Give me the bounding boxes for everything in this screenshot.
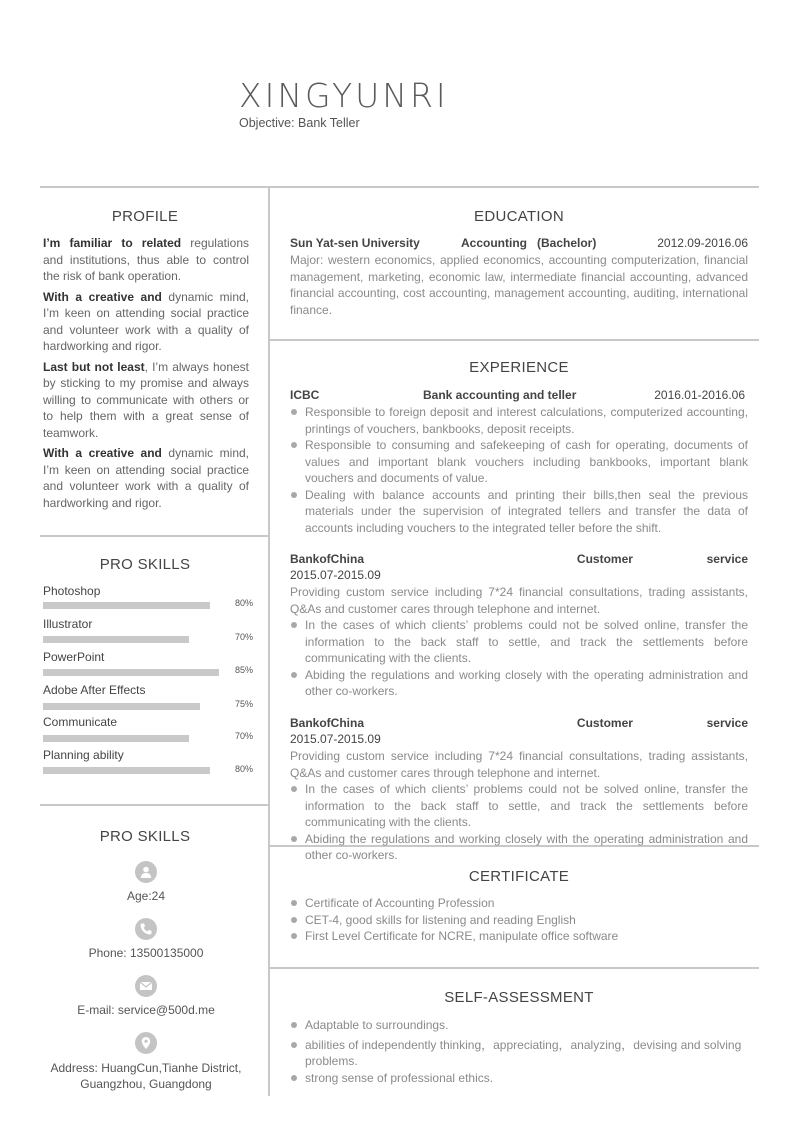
job2-company-word: Bank	[290, 552, 320, 566]
job3-company-word: Bank	[290, 716, 320, 730]
job3-bullet: Abiding the regulations and working closely with the operating administration and other co-workers.	[289, 831, 748, 864]
certificate-item: CET-4, good skills for listening and reading English	[289, 912, 748, 929]
candidate-name: XINGYUNRI	[239, 76, 449, 115]
job3-company-word: China	[330, 716, 365, 730]
job3-bullets	[289, 781, 748, 864]
job1-bullet: Dealing with balance accounts and printing their bills,then seal the previous materials under the supervision of integrated tellers and transfer the data of accounts including vouchers to the integrated teller before the shift.	[289, 487, 748, 537]
education-school: Sun Yat-sen University	[290, 236, 420, 250]
skill-percent: 70%	[234, 731, 253, 741]
job3-bullet: In the cases of which clients’ problems could not be solved online, transfer the information to the back staff to settle, and track the settlements before communicating with the clients.	[289, 781, 748, 831]
skill-item	[43, 683, 253, 713]
job1-company: ICBC	[290, 388, 320, 402]
location-pin-icon	[135, 1032, 157, 1054]
certificate-list	[289, 895, 748, 945]
envelope-icon	[135, 975, 157, 997]
job2-bullet: In the cases of which clients’ problems could not be solved online, transfer the information to the back staff to settle, and track the settlements before communicating with the clients.	[289, 617, 748, 667]
column-divider	[268, 186, 270, 1096]
email-text: E-mail: service@500d.me	[77, 1003, 215, 1017]
skill-bar	[43, 767, 210, 774]
job2-role-word: service	[706, 552, 748, 566]
job2-summary: Providing custom service including 7*24 financial consultations, trading assistants, Q&As and customer cares through telephone and internet.	[290, 585, 748, 616]
skill-label: Photoshop	[43, 584, 101, 598]
education-details: Major: western economics, applied economics, accounting computerization, financial management, marketing, economic law, intermediate financial accounting, advanced financial accounting, cost accounting, management accounting, auditing, international finance.	[290, 253, 748, 317]
skill-item	[43, 617, 253, 647]
skill-percent: 70%	[234, 632, 253, 642]
education-title: EDUCATION	[474, 208, 564, 225]
header-divider	[40, 186, 759, 188]
skill-item	[43, 715, 253, 745]
job3-role-word: service	[706, 716, 748, 730]
phone-icon	[135, 918, 157, 940]
profile-paragraph: Last but not least, I’m always honest by sticking to my promise and always willing to communicate with others or to help them with a great sense of teamwork.	[43, 359, 250, 440]
job2-bullets	[289, 617, 748, 700]
skill-bar	[43, 703, 200, 710]
self-assessment-item: abilities of independently thinking，appreciating，analyzing，devising and solving problems.	[289, 1037, 748, 1070]
job2-company-word: of	[319, 552, 331, 566]
experience-title: EXPERIENCE	[469, 359, 569, 376]
certificate-item: Certificate of Accounting Profession	[289, 895, 748, 912]
skill-bar	[43, 735, 189, 742]
skill-percent: 75%	[234, 699, 253, 709]
skill-label: Adobe After Effects	[43, 683, 146, 697]
job3-company-word: of	[319, 716, 331, 730]
job2-bullet: Abiding the regulations and working closely with the operating administration and other co-workers.	[289, 667, 748, 700]
skill-label: Illustrator	[43, 617, 93, 631]
self-assessment-title: SELF-ASSESSMENT	[444, 989, 594, 1006]
certificate-title: CERTIFICATE	[468, 868, 570, 885]
skill-bar	[43, 636, 189, 643]
profile-paragraph: I’m familiar to related regulations and institutions, thus able to control the risk of bank operation.	[43, 236, 249, 283]
skill-percent: 80%	[234, 598, 253, 608]
job3-summary: Providing custom service including 7*24 financial consultations, trading assistants, Q&As and customer cares through telephone and internet.	[290, 749, 748, 780]
profile-paragraph: With a creative and dynamic mind, I’m keen on attending social practice and volunteer work with a quality of hardworking and rigor.	[43, 446, 249, 510]
skill-item	[43, 650, 253, 680]
skill-percent: 85%	[234, 665, 253, 675]
skill-bar	[43, 602, 210, 609]
job1-bullets	[289, 404, 748, 536]
job1-dates: 2016.01-2016.06	[654, 388, 745, 402]
left-divider-2	[40, 804, 268, 806]
skill-label: Planning ability	[43, 748, 124, 762]
job2-role-word: Customer	[576, 552, 633, 566]
job3-heading	[290, 716, 748, 730]
profile-paragraph: With a creative and dynamic mind, I’m keen on attending social practice and volunteer work with a quality of hardworking and rigor.	[43, 289, 249, 353]
phone-text: Phone: 13500135000	[88, 946, 204, 960]
address-line-1: Address: HuangCun,Tianhe District,	[50, 1061, 242, 1075]
right-divider-1	[270, 339, 759, 341]
job2-heading	[290, 552, 748, 566]
address-line-2: Guangzhou, Guangdong	[80, 1077, 212, 1091]
age-text: Age:24	[126, 889, 166, 903]
job3-role-word: Customer	[576, 716, 633, 730]
skill-bar	[43, 669, 219, 676]
skill-label: PowerPoint	[43, 650, 105, 664]
job2-company-word: China	[330, 552, 365, 566]
contact-title: PRO SKILLS	[99, 828, 191, 845]
skill-label: Communicate	[43, 715, 118, 729]
certificate-item: First Level Certificate for NCRE, manipulate office software	[289, 928, 748, 945]
person-icon	[135, 861, 157, 883]
skill-item	[43, 748, 253, 778]
self-assessment-list	[289, 1017, 748, 1086]
job1-role: Bank accounting and teller	[423, 388, 577, 402]
self-assessment-item: Adaptable to surroundings.	[289, 1017, 748, 1034]
job1-bullet: Responsible to foreign deposit and interest calculations, computerized accounting, printings of vouchers, bankbooks, deposit receipts.	[289, 404, 748, 437]
profile-body	[43, 235, 249, 511]
skills-title: PRO SKILLS	[99, 556, 191, 573]
job1-bullet: Responsible to consuming and safekeeping of cash for operating, documents of values and important blank vouchers including bankbooks, important blank vouchers and documents of value.	[289, 437, 748, 487]
profile-title: PROFILE	[111, 208, 179, 225]
education-dates: 2012.09-2016.06	[657, 236, 748, 250]
job2-dates: 2015.07-2015.09	[290, 568, 381, 582]
job3-dates: 2015.07-2015.09	[290, 732, 381, 746]
education-major: Accounting (Bachelor)	[461, 236, 597, 250]
right-divider-3	[270, 967, 759, 969]
skill-item	[43, 584, 253, 614]
skill-percent: 80%	[234, 764, 253, 774]
self-assessment-item: strong sense of professional ethics.	[289, 1070, 748, 1087]
objective-text: Objective: Bank Teller	[239, 116, 360, 130]
left-divider-1	[40, 535, 268, 537]
